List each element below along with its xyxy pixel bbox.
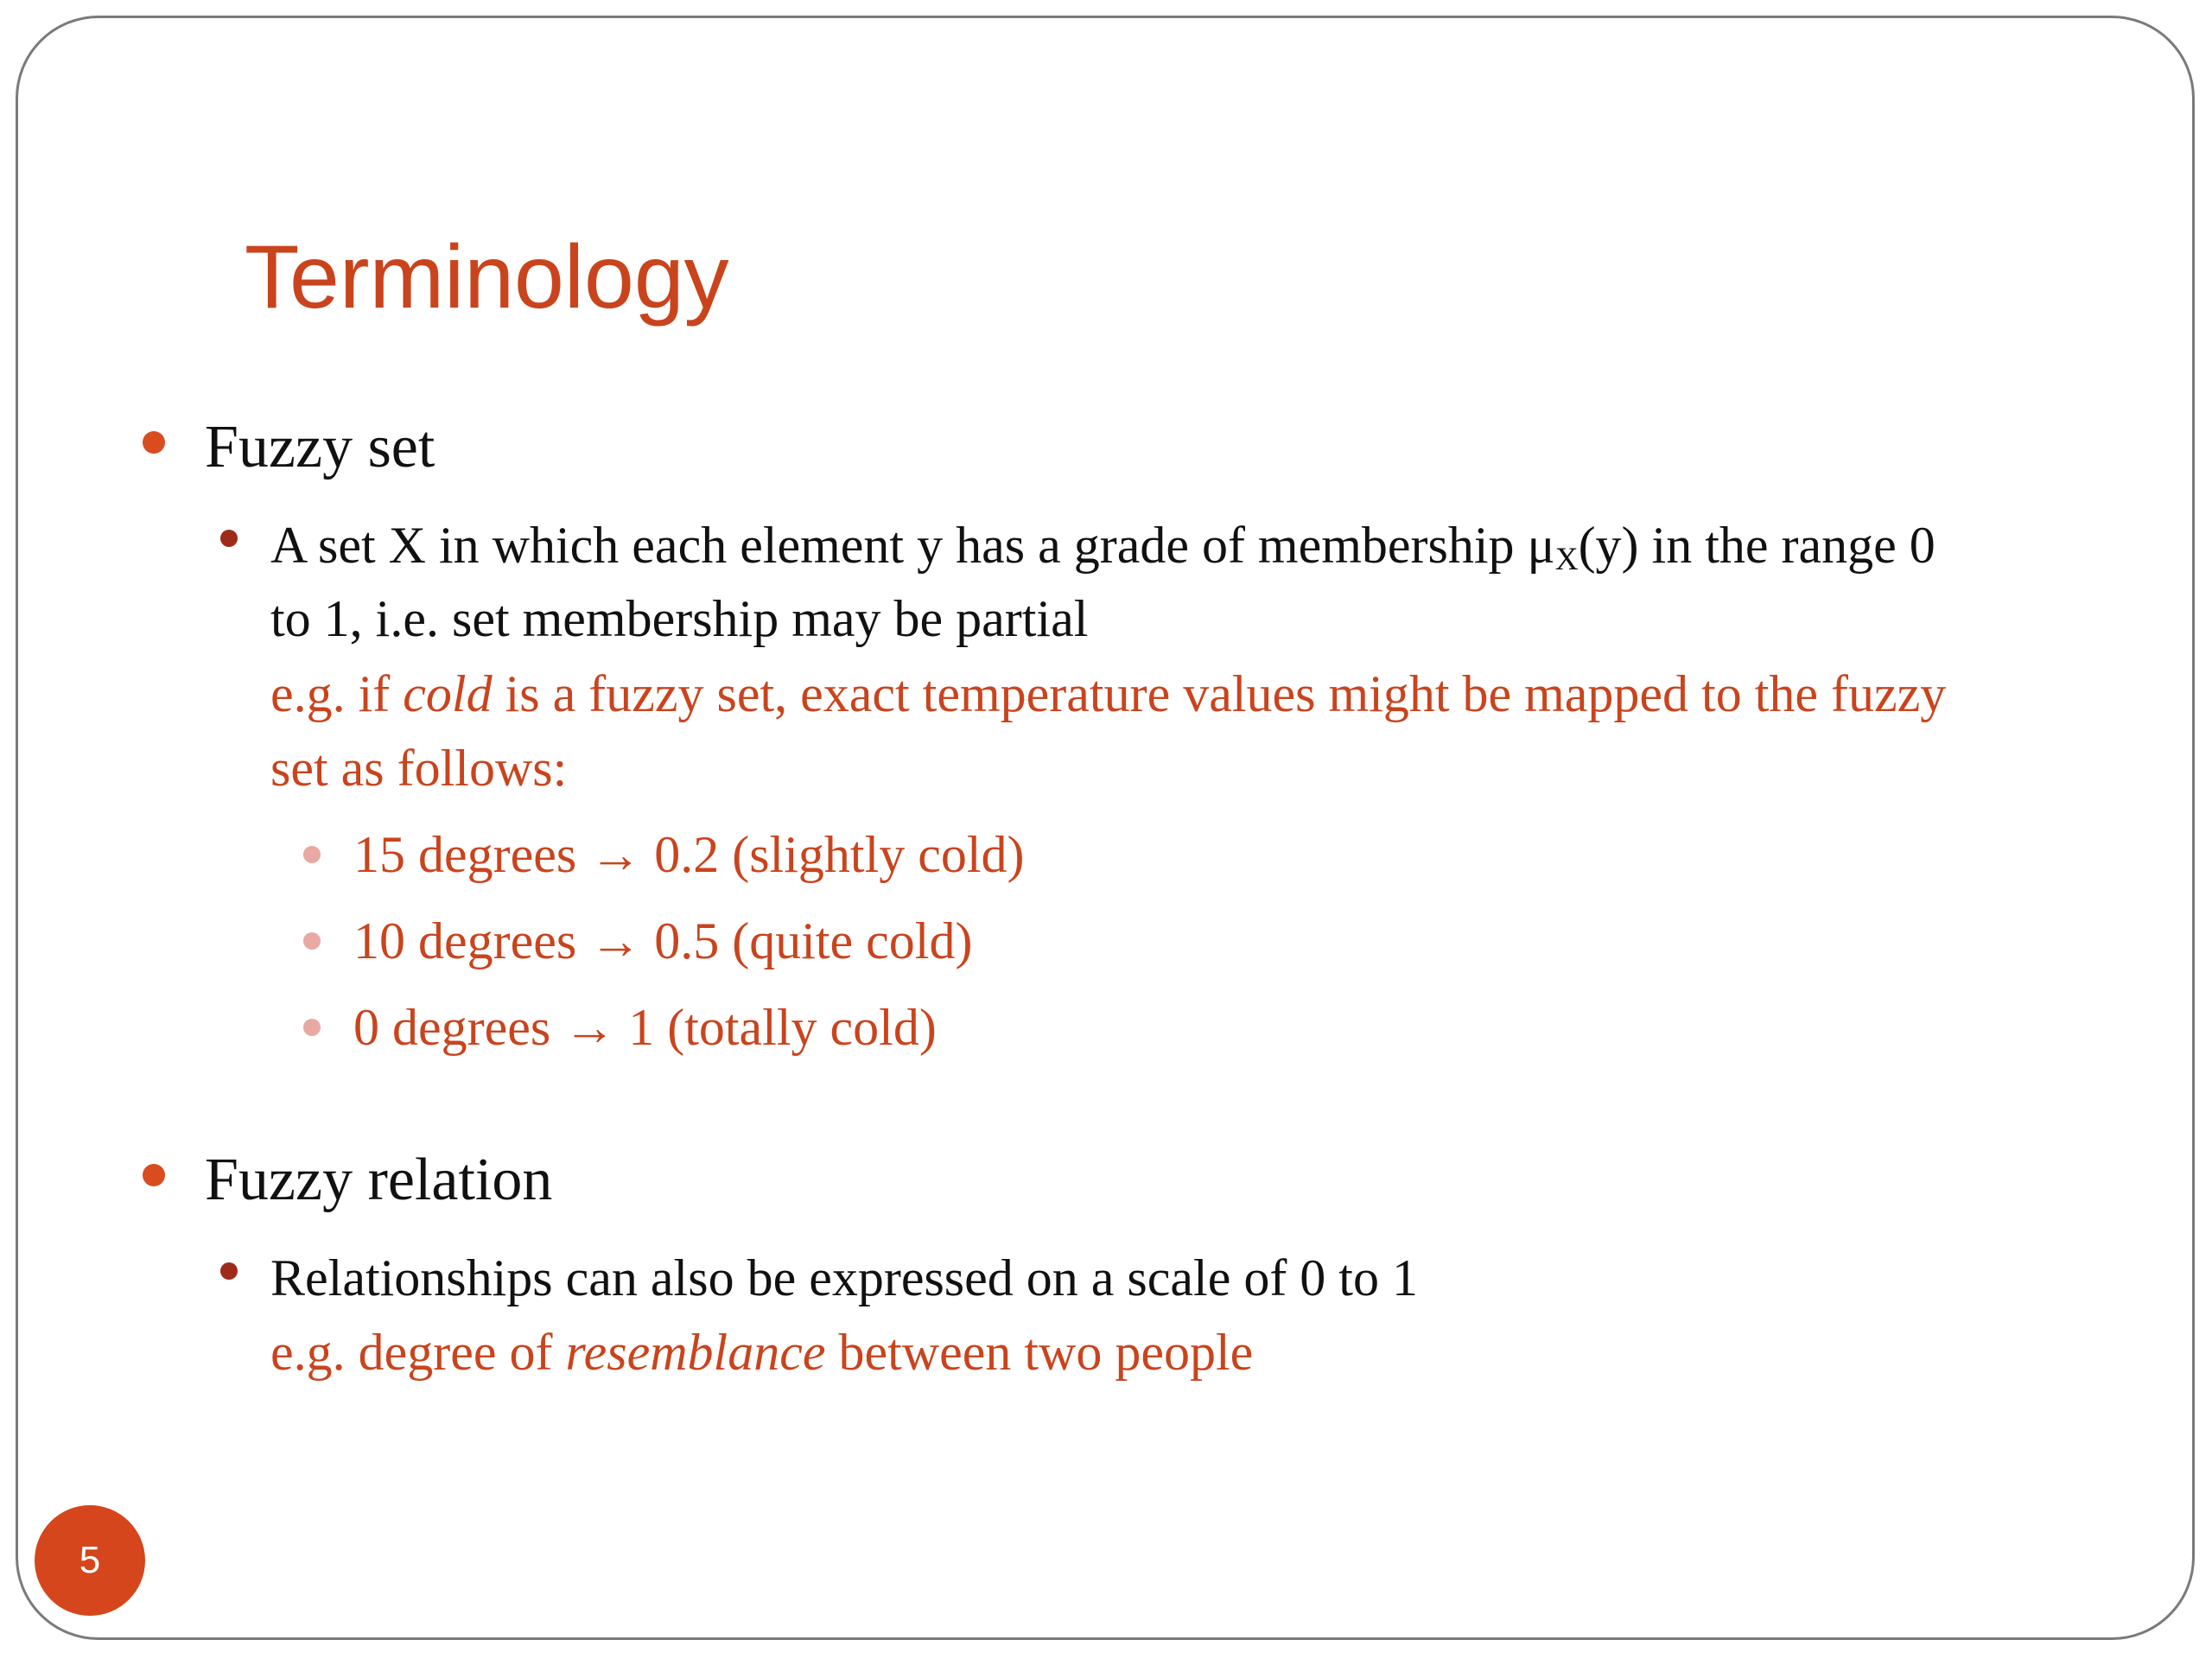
bullet-dot xyxy=(303,932,321,950)
bullet-dot xyxy=(143,431,165,454)
mu-symbol: μ xyxy=(1527,517,1555,574)
example-text: e.g. if xyxy=(270,665,404,722)
example-text: is a fuzzy set, exact temperature values might be mapped to the fuzzy xyxy=(492,665,1947,722)
fuzzy-set-definition-line1 xyxy=(270,517,1936,578)
example-text: between two people xyxy=(825,1324,1254,1381)
section-heading-fuzzy-relation: Fuzzy relation xyxy=(205,1147,553,1213)
bullet-dot xyxy=(303,1019,321,1036)
bullet-dot xyxy=(220,1262,238,1280)
page-number-badge: 5 xyxy=(35,1505,145,1616)
example-text: e.g. degree of xyxy=(270,1324,566,1381)
section-heading-fuzzy-set: Fuzzy set xyxy=(205,414,435,480)
slide-title: Terminology xyxy=(245,227,729,327)
example-italic-term: cold xyxy=(403,665,493,722)
mapping-item: 10 degrees → 0.5 (quite cold) xyxy=(353,912,973,969)
definition-text: (y) in the range 0 xyxy=(1578,517,1936,574)
slide xyxy=(16,16,2195,1640)
fuzzy-set-definition-line2: to 1, i.e. set membership may be partial xyxy=(270,590,1089,647)
fuzzy-set-example-line2: set as follows: xyxy=(270,740,568,797)
bullet-dot xyxy=(220,530,238,547)
mapping-item: 15 degrees → 0.2 (slightly cold) xyxy=(353,826,1025,883)
example-italic-term: resemblance xyxy=(565,1324,826,1381)
fuzzy-set-example-line1 xyxy=(270,665,1947,722)
bullet-dot xyxy=(143,1164,165,1186)
definition-text: A set X in which each element y has a grade of membership xyxy=(270,517,1528,574)
bullet-dot xyxy=(303,846,321,863)
mapping-item: 0 degrees → 1 (totally cold) xyxy=(353,999,937,1056)
fuzzy-relation-definition: Relationships can also be expressed on a scale of 0 to 1 xyxy=(270,1249,1418,1306)
fuzzy-relation-example xyxy=(270,1324,1254,1381)
mu-subscript: X xyxy=(1554,542,1579,578)
